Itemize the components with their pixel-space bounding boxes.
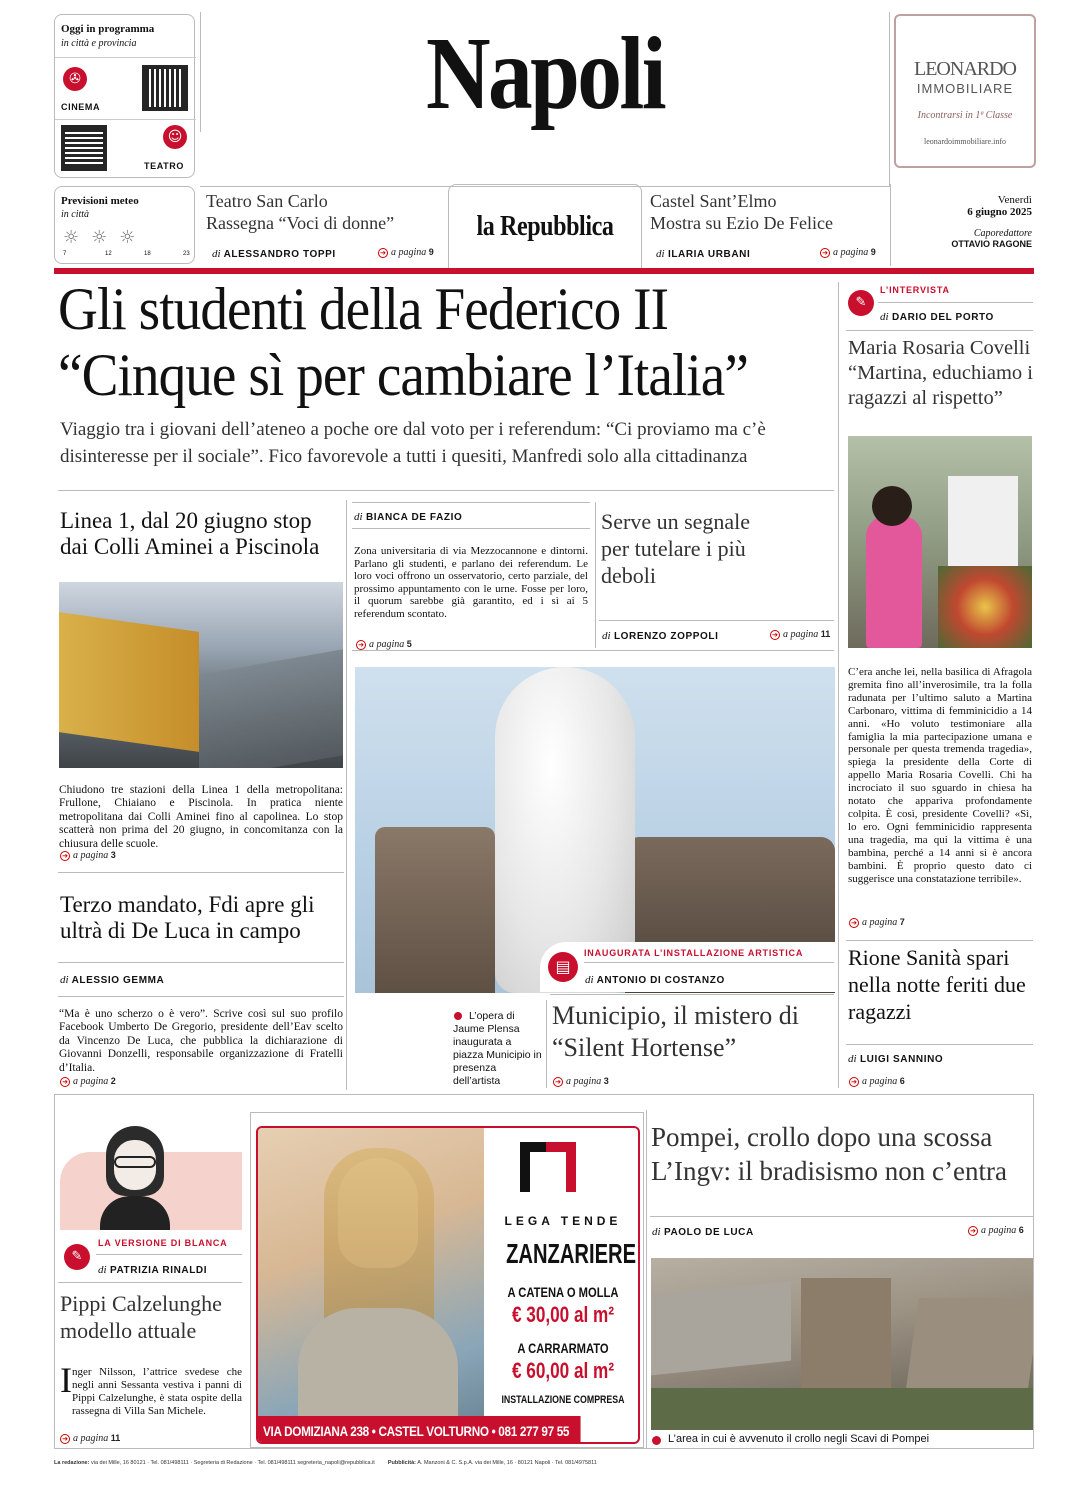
ad-leonardo[interactable] — [894, 14, 1036, 168]
metro-train-photo — [59, 582, 343, 768]
ad-footer[interactable]: VIA DOMIZIANA 238 • CASTEL VOLTURNO • 081 277 97 55 — [258, 1416, 581, 1444]
linea1-page[interactable]: 3 — [110, 850, 116, 860]
castle-shape — [375, 827, 495, 993]
ad-zanzariere[interactable] — [256, 1126, 640, 1444]
newspaper-icon: ▤ — [548, 952, 578, 982]
repubblica-logo[interactable]: la Repubblica — [476, 211, 614, 242]
terzo-author: ALESSIO GEMMA — [71, 975, 165, 986]
date-box — [892, 194, 1032, 249]
meteo-hour-1: 7 — [63, 251, 67, 257]
interview-icon: ✎ — [848, 290, 874, 316]
red-rule — [54, 268, 1034, 274]
lead-headline-line1[interactable]: Gli studenti della Federico II — [58, 276, 669, 342]
arrow-icon: ➔ — [356, 640, 366, 650]
pompei-caption: L’area in cui è avvenuto il crollo negli Scavi di Pompei — [668, 1433, 930, 1445]
lead-summary: Viaggio tra i giovani dell’ateneo a poche ore dal voto per i referendum: “Ci proviamo ma c’è disinteresse per il sociale”. Fico favorevole a tutti i quesiti, Manfredi solo alla cittadinanza — [60, 419, 766, 467]
blanca-dropcap: I — [60, 1360, 72, 1400]
arrow-icon: ➔ — [820, 248, 830, 258]
caption-dot-icon — [652, 1436, 661, 1445]
author-portrait — [100, 1126, 170, 1230]
terzo-headline[interactable]: Terzo mandato, Fdi apre gli ultrà di De Luca in campo — [60, 892, 315, 943]
terzo-body: “Ma è uno scherzo o è vero”. Scrive così sul suo profilo Facebook Umberto De Gregorio, presidente dell’Eav scelto da Vincenzo De Luca, che pubblica la dichiarazione di Giovanni Donzelli, responsabile organizzazione di Fratelli d’Italia. — [59, 1008, 343, 1074]
terzo-page[interactable]: 2 — [110, 1076, 116, 1086]
municipio-kicker: INAUGURATA L’INSTALLAZIONE ARTISTICA — [584, 948, 804, 958]
sanita-author: LUIGI SANNINO — [859, 1054, 944, 1065]
capo-name: OTTAVIO RAGONE — [951, 239, 1032, 249]
meteo-title: Previsioni meteo — [61, 195, 139, 207]
meteo-hour-3: 18 — [144, 251, 151, 257]
legatende-logo — [520, 1138, 580, 1198]
sanita-headline[interactable]: Rione Sanità spari nella notte feriti due ragazzi — [848, 945, 1026, 1024]
meteo-hour-4: 23 — [183, 251, 190, 257]
sanita-page[interactable]: 6 — [899, 1076, 905, 1086]
meteo-sub: in città — [61, 209, 90, 220]
blanca-page[interactable]: 11 — [110, 1433, 121, 1443]
ad-price1: € 30,00 al m² — [511, 1302, 615, 1327]
teatro-label[interactable]: TEATRO — [144, 161, 184, 171]
footer-left-label: La redazione: — [54, 1460, 90, 1466]
arrow-icon: ➔ — [849, 1077, 859, 1087]
film-reel-icon[interactable]: ✇ — [63, 67, 87, 91]
ad-line2: A CARRARMATO — [517, 1340, 609, 1356]
capo-label: Caporedattore — [973, 228, 1032, 239]
programma-sub: in città e provincia — [61, 38, 137, 49]
date-day: Venerdì — [997, 194, 1032, 206]
arrow-icon: ➔ — [60, 1434, 70, 1444]
intervista-author: DARIO DEL PORTO — [891, 312, 994, 323]
ad-title: ZANZARIERE — [506, 1238, 637, 1269]
ad-price2: € 60,00 al m² — [511, 1358, 615, 1383]
teaser-sant-elmo-line1[interactable]: Castel Sant’Elmo — [650, 191, 777, 211]
intervista-kicker: L’INTERVISTA — [880, 285, 950, 295]
teaser-san-carlo[interactable]: Teatro San Carlo Rassegna “Voci di donne” di ALESSANDRO TOPPI ➔ a pagina 9 — [206, 190, 444, 262]
teaser-san-carlo-page[interactable]: 9 — [428, 247, 434, 257]
arrow-icon: ➔ — [770, 630, 780, 640]
teaser-san-carlo-author: ALESSANDRO TOPPI — [223, 249, 336, 260]
lead-body: Zona universitaria di via Mezzocannone e dintorni. Parlano gli studenti, e parlano dei referendum. Le loro voci offrono un osservatorio, certo parziale, del prossimo appuntamento con le urne. Fosse per loro, il quorum sarebbe già garantito, ed i sì ai 5 referendum scontato. — [354, 545, 588, 620]
ad-leonardo-sub[interactable]: IMMOBILIARE — [916, 81, 1014, 96]
lead-headline-line2[interactable]: “Cinque sì per cambiare l’Italia” — [58, 342, 748, 408]
linea1-headline[interactable]: Linea 1, dal 20 giugno stop dai Colli Aminei a Piscinola — [60, 508, 320, 559]
municipio-headline[interactable]: Municipio, il mistero di “Silent Hortense” — [552, 1001, 799, 1062]
programma-box — [54, 14, 195, 178]
municipio-caption: L’opera di Jaume Plensa inaugurata a piazza Municipio in presenza dell’artista — [453, 1010, 542, 1087]
lead-headline[interactable] — [58, 276, 848, 408]
blanca-author: PATRIZIA RINALDI — [109, 1265, 208, 1276]
blanca-headline[interactable]: Pippi Calzelunghe modello attuale — [60, 1291, 222, 1343]
footer — [54, 1460, 1044, 1466]
pompei-ruins-photo — [651, 1258, 1033, 1430]
ad-leonardo-url[interactable]: leonardoimmobiliare.info — [924, 137, 1006, 146]
municipio-page[interactable]: 3 — [603, 1076, 609, 1086]
memorial-photo — [848, 436, 1032, 648]
girl-shape — [866, 516, 922, 648]
arrow-icon: ➔ — [968, 1226, 978, 1236]
pompei-author: PAOLO DE LUCA — [663, 1227, 754, 1238]
arrow-icon: ➔ — [849, 918, 859, 928]
footer-right-label: Pubblicità: — [387, 1460, 416, 1466]
arrow-icon: ➔ — [378, 248, 388, 258]
theatre-mask-icon[interactable]: ☺ — [163, 125, 187, 149]
segnale-author: LORENZO ZOPPOLI — [613, 631, 719, 642]
ad-note: INSTALLAZIONE COMPRESA — [501, 1394, 625, 1406]
ad-woman-photo — [258, 1128, 484, 1416]
date-full: 6 giugno 2025 — [967, 206, 1032, 218]
teaser-sant-elmo-line2[interactable]: Mostra su Ezio De Felice — [650, 213, 833, 233]
ad-leonardo-tagline[interactable]: Incontrarsi in 1ª Classe — [917, 110, 1013, 121]
pompei-page[interactable]: 6 — [1018, 1225, 1024, 1235]
segnale-page[interactable]: 11 — [820, 629, 831, 639]
footer-left: via dei Mille, 16 80121 · Tel. 081/498111 · Segreteria di Redazione · Tel. 081/498111 segreteria_napoli@repubblica.it — [89, 1460, 375, 1466]
pen-icon: ✎ — [64, 1244, 90, 1270]
municipio-author: ANTONIO DI COSTANZO — [596, 975, 725, 986]
pompei-headline-line2[interactable]: L’Ingv: il bradisismo non c’entra — [651, 1156, 1007, 1186]
footer-right: A. Manzoni & C. S.p.A. via dei Mille, 16 · 80121 Napoli · Tel. 081/4975811 — [416, 1460, 597, 1466]
blanca-kicker: LA VERSIONE DI BLANCA — [98, 1238, 228, 1248]
di-label: di — [212, 248, 221, 260]
pompei-headline[interactable] — [651, 1120, 1035, 1188]
teaser-sant-elmo-page[interactable]: 9 — [870, 247, 876, 257]
qr-code-cinema[interactable] — [142, 65, 188, 111]
teaser-sant-elmo-author: ILARIA URBANI — [667, 249, 751, 260]
masthead-title: Napoli — [425, 16, 664, 131]
teaser-san-carlo-line2[interactable]: Rassegna “Voci di donne” — [206, 213, 395, 233]
blanca-body: nger Nilsson, l’attrice svedese che negli anni Sessanta vestiva i panni di Pippi Calzelunghe, è stata ospite della rassegna di Villa San Michele. — [72, 1366, 242, 1417]
ad-leonardo-brand[interactable]: LEONARDO — [914, 58, 1016, 80]
arrow-icon: ➔ — [553, 1077, 563, 1087]
meteo-hour-2: 12 — [105, 251, 112, 257]
lead-page[interactable]: 5 — [406, 639, 412, 649]
arrow-icon: ➔ — [60, 1077, 70, 1087]
ad-line1: A CATENA O MOLLA — [507, 1284, 619, 1300]
meteo-box — [54, 186, 195, 264]
ad-brand: LEGA TENDE — [504, 1214, 622, 1228]
qr-code-teatro[interactable] — [61, 125, 107, 171]
segnale-headline[interactable]: Serve un segnale per tutelare i più deboli — [601, 509, 751, 588]
teaser-sant-elmo[interactable]: Castel Sant’Elmo Mostra su Ezio De Felice di ILARIA URBANI ➔ a pagina 9 — [650, 190, 886, 262]
lead-author: BIANCA DE FAZIO — [365, 512, 463, 523]
teaser-san-carlo-line1[interactable]: Teatro San Carlo — [206, 191, 328, 211]
cinema-label[interactable]: CINEMA — [61, 102, 101, 112]
intervista-headline[interactable]: Maria Rosaria Covelli “Martina, educhiamo i ragazzi al rispetto” — [848, 337, 1034, 409]
arrow-icon: ➔ — [60, 851, 70, 861]
intervista-page[interactable]: 7 — [899, 917, 905, 927]
programma-title: Oggi in programma — [61, 23, 155, 35]
repubblica-box[interactable] — [448, 184, 642, 268]
pompei-headline-line1[interactable]: Pompei, crollo dopo una scossa — [651, 1122, 993, 1152]
sun-icon: ☼☼☼ — [63, 227, 148, 248]
linea1-body: Chiudono tre stazioni della Linea 1 della metropolitana: Frullone, Chiaiano e Piscinola. In pratica niente metropolitana dai Colli Aminei fino al capolinea. Lo stop scatterà non prima del 20 giugno, in concomitanza con la chiusura delle scuole. — [59, 784, 343, 850]
intervista-body: C’era anche lei, nella basilica di Afragola gremita fino all’inverosimile, tra la folla radunata per l’ultimo saluto a Martina Carbonaro, vittima di femminicidio a 14 anni. «Ho voluto testimoniare alla famiglia la mia partecipazione umana e personale per questa tremenda tragedia», spiega la presidente della Corte di appello Maria Rosaria Covelli. Chi ha incrociato il suo sguardo in chiesa ha notato che appariva profondamente colpita. È così, presidente Covelli? «Sì, lo ero. Ogni femminicidio rappresenta una tragedia, ma qui la vittima è una bambina, perché a 14 anni si è ancora bambini. È proprio questo dato ci suggerisce una constatazione terribile». — [848, 666, 1032, 885]
